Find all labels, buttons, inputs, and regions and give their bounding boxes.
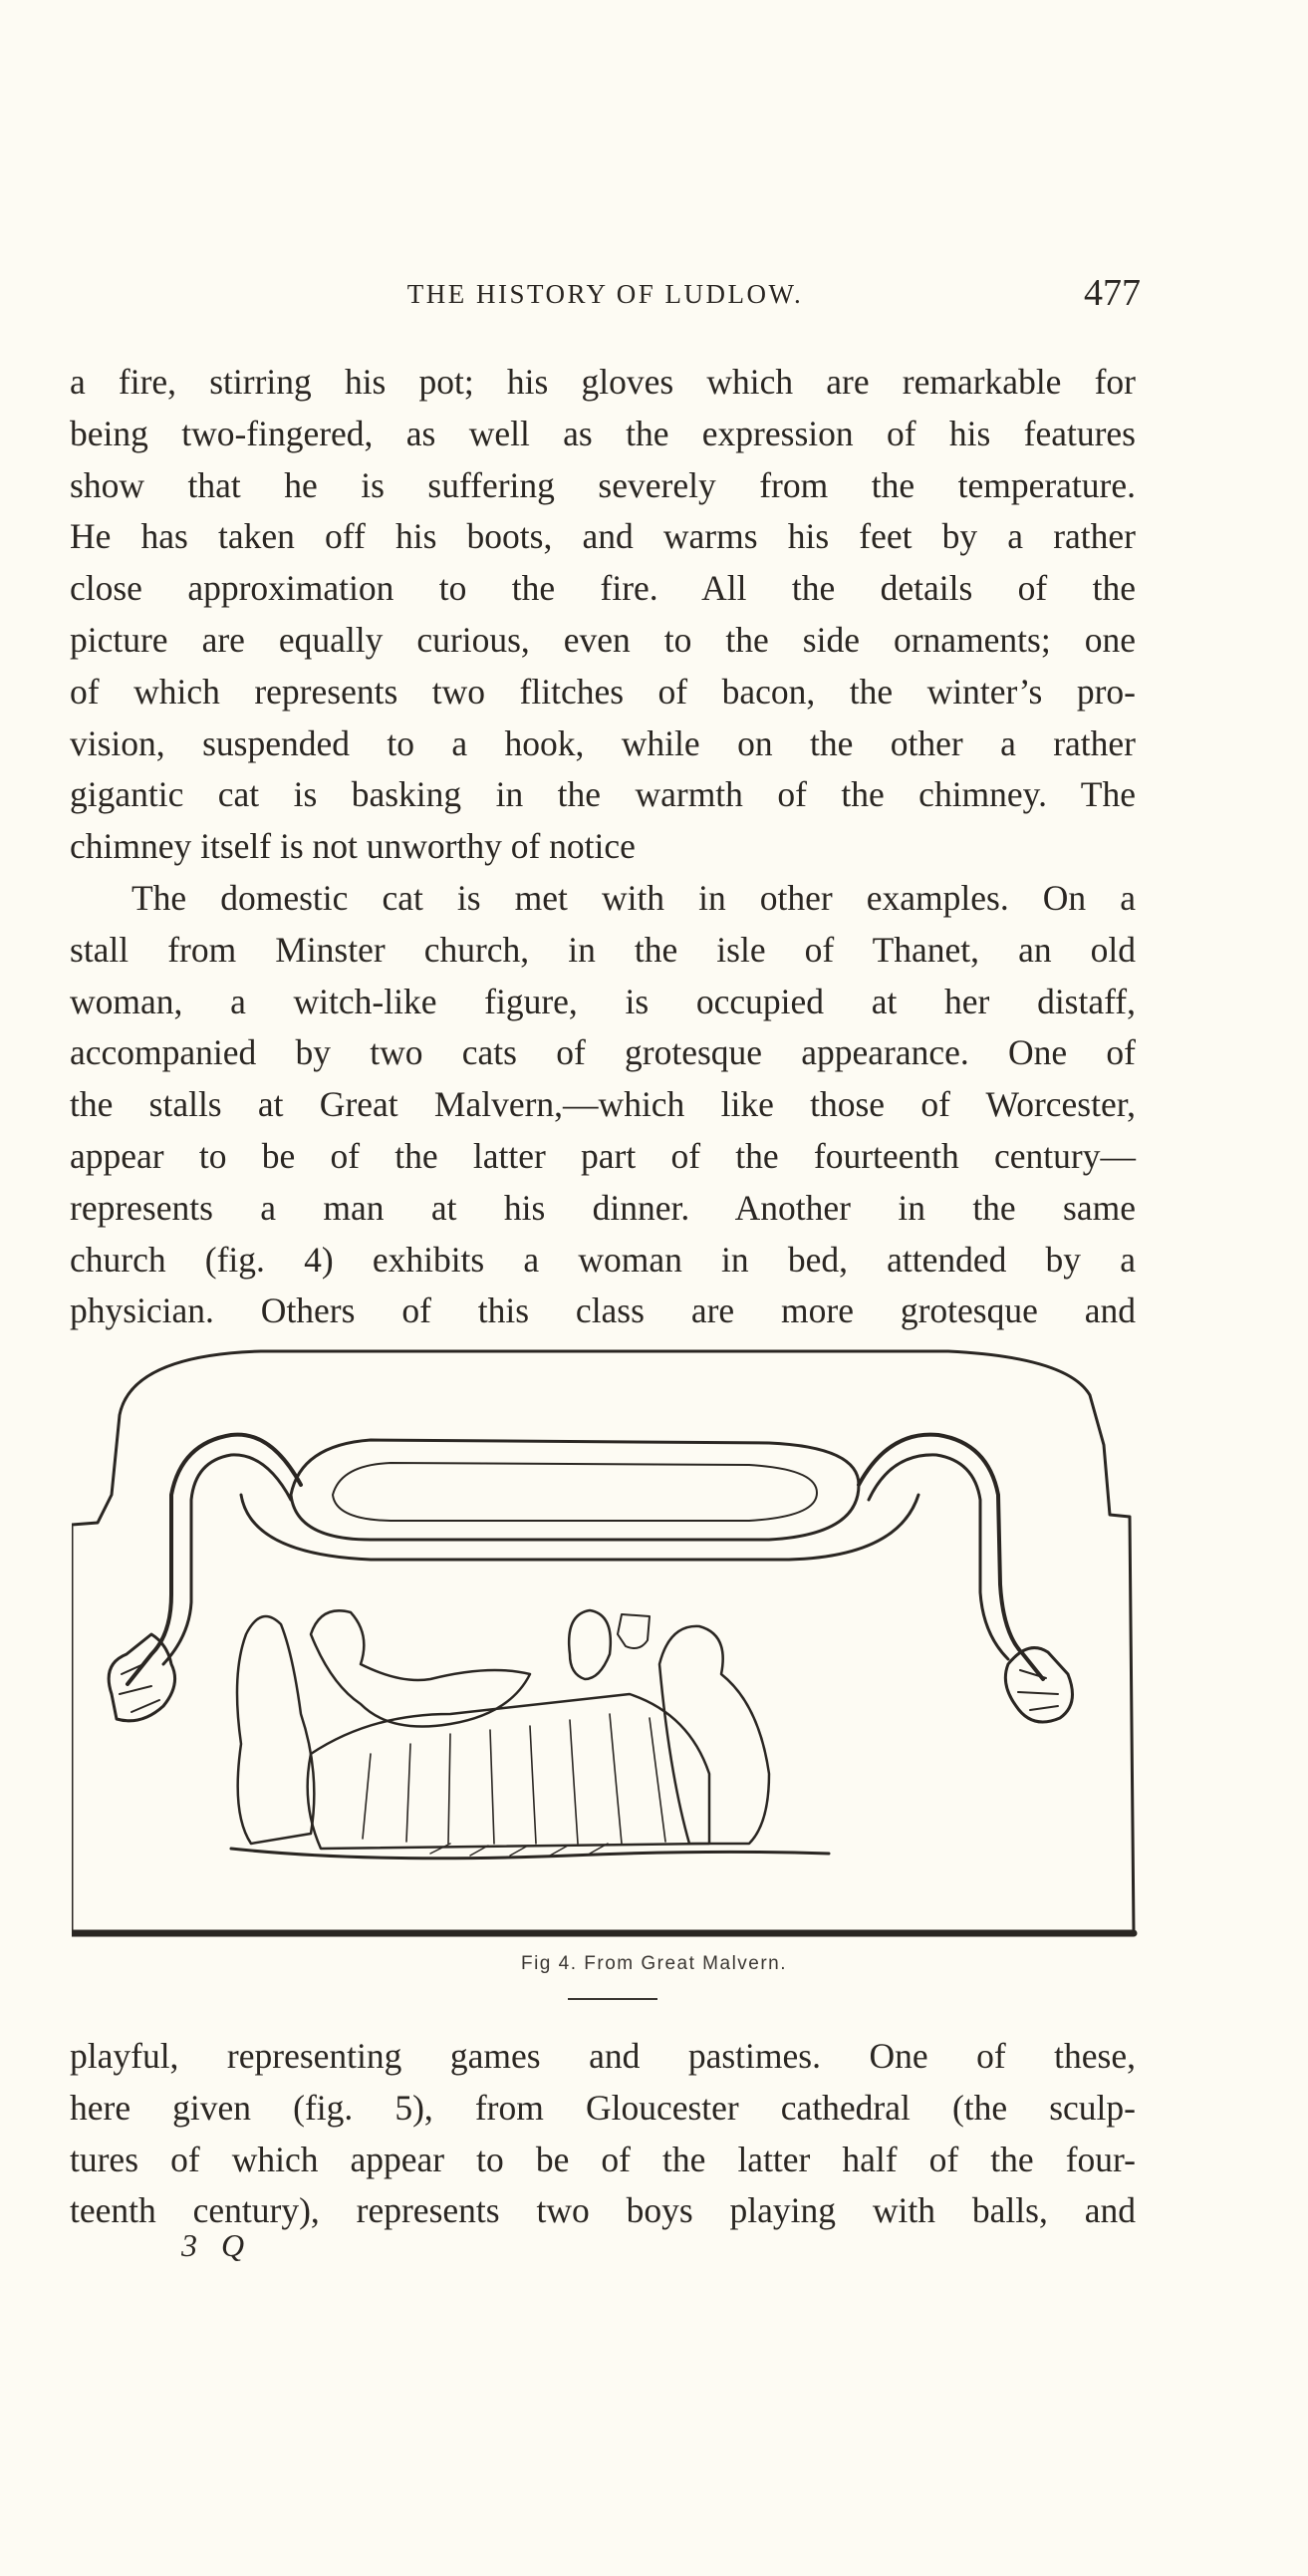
text-line: accompanied by two cats of grotesque appearance. One of — [70, 1032, 1136, 1073]
right-beast-detail — [1018, 1670, 1058, 1710]
paragraph-games-pastimes — [70, 2031, 1136, 2237]
running-head — [70, 271, 1141, 319]
right-scroll — [859, 1435, 1043, 1679]
text-line: a fire, stirring his pot; his gloves which are remarkable for — [70, 362, 1136, 402]
ground-line — [231, 1849, 829, 1859]
figure-misericord-engraving — [72, 1335, 1144, 1955]
text-line: stall from Minster church, in the isle of Thanet, an old — [70, 929, 1136, 970]
text-line: He has taken off his boots, and warms his feet by a rather — [70, 516, 1136, 557]
text-line: close approximation to the fire. All the details of the — [70, 568, 1136, 609]
text-line: gigantic cat is basking in the warmth of the chimney. The — [70, 774, 1136, 815]
running-title: THE HISTORY OF LUDLOW. — [406, 279, 804, 309]
text-line: represents a man at his dinner. Another in the same — [70, 1187, 1136, 1228]
vessel — [569, 1610, 611, 1679]
section-rule — [568, 1998, 657, 2000]
text-line: of which represents two flitches of bacon, the winter’s pro- — [70, 671, 1136, 712]
text-line: woman, a witch-like figure, is occupied at her distaff, — [70, 981, 1136, 1021]
text-line: playful, representing games and pastimes. One of these, — [70, 2036, 1136, 2076]
text-line: picture are equally curious, even to the side ornaments; one — [70, 619, 1136, 660]
right-beast-head — [1005, 1648, 1072, 1722]
vessel-2 — [618, 1614, 650, 1648]
text-line: teenth century), represents two boys playing with balls, and — [70, 2190, 1136, 2231]
text-line: The domestic cat is met with in other examples. On a — [131, 878, 1136, 918]
text-line: appear to be of the latter part of the fourteenth century— — [70, 1135, 1136, 1176]
figure-caption: Fig 4. From Great Malvern. — [520, 1953, 788, 1974]
bed-folds — [363, 1714, 665, 1844]
text-line: chimney itself is not unworthy of notice — [70, 826, 636, 867]
bed-coverlet — [308, 1694, 709, 1849]
left-scroll — [128, 1435, 301, 1684]
text-line: show that he is suffering severely from the temperature. — [70, 464, 1136, 505]
ledge-inner — [333, 1463, 817, 1521]
paragraph-continued — [70, 357, 1136, 873]
text-line: tures of which appear to be of the latter half of the four- — [70, 2139, 1136, 2179]
ledge-outer — [291, 1440, 859, 1540]
text-line: church (fig. 4) exhibits a woman in bed, attended by a — [70, 1239, 1136, 1280]
right-scroll-inner — [869, 1455, 1008, 1659]
ledge-curve — [241, 1495, 918, 1560]
text-line: vision, suspended to a hook, while on the other a rather — [70, 722, 1136, 763]
paragraph-domestic-cat — [70, 873, 1136, 1337]
attendant-figure-left — [237, 1616, 314, 1844]
text-line: being two-fingered, as well as the expression of his features — [70, 413, 1136, 453]
left-scroll-inner — [163, 1455, 291, 1664]
text-line: the stalls at Great Malvern,—which like those of Worcester, — [70, 1084, 1136, 1125]
printer-signature-mark: 3 Q — [181, 2227, 253, 2263]
text-line: here given (fig. 5), from Gloucester cathedral (the sculp- — [70, 2087, 1136, 2128]
engraving-illustration — [72, 1335, 1144, 1955]
page-number: 477 — [1084, 272, 1141, 314]
physician-figure — [659, 1626, 769, 1844]
text-line: physician. Others of this class are more grotesque and — [70, 1290, 1136, 1331]
